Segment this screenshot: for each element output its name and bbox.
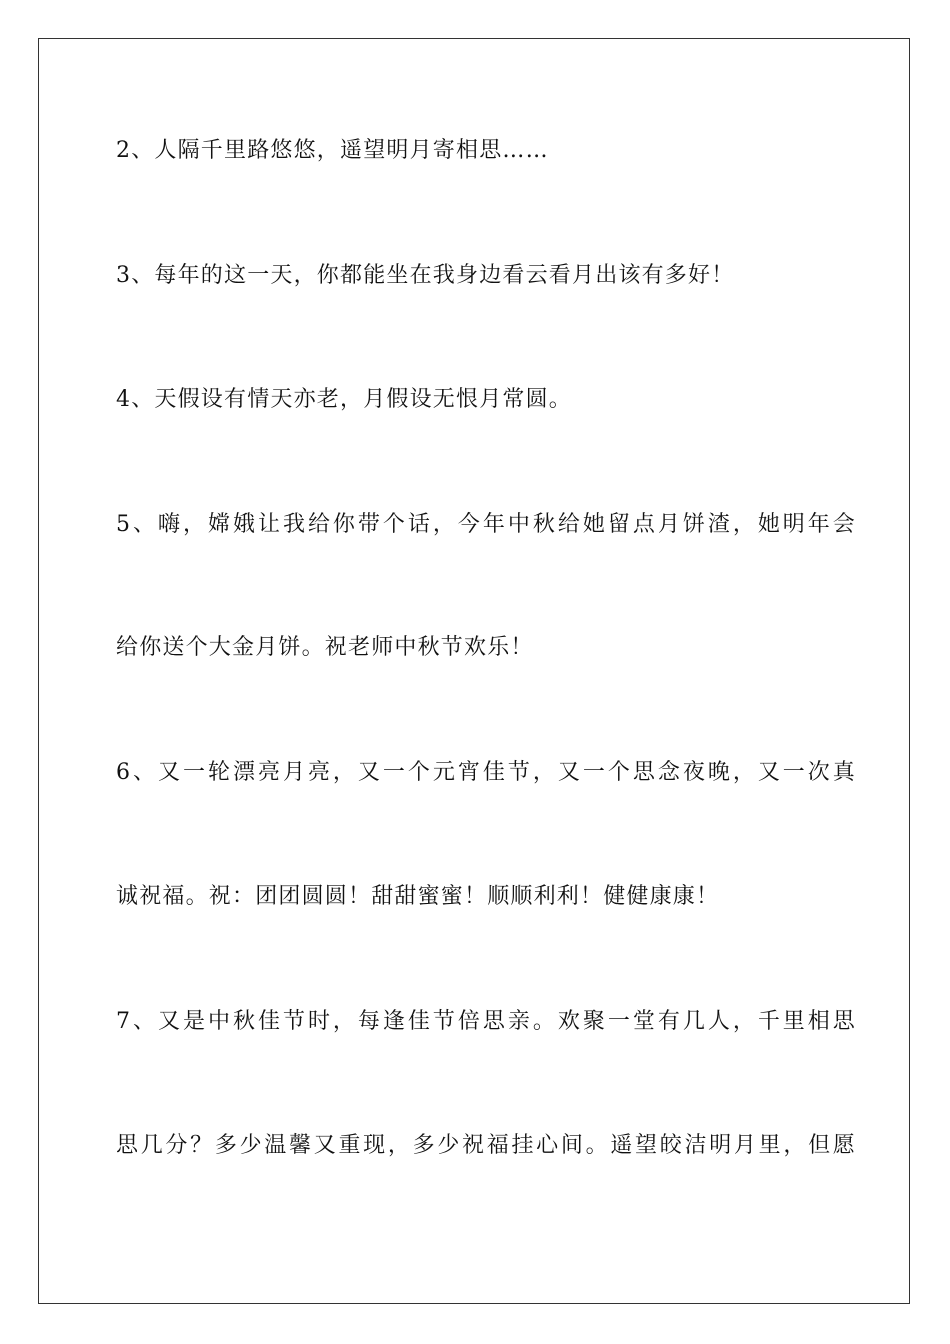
text-line-2: 3、每年的这一天，你都能坐在我身边看云看月出该有多好！ [116,263,735,288]
text-line-7: 诚祝福。祝：团团圆圆！甜甜蜜蜜！顺顺利利！健健康康！ [116,884,720,909]
page-frame [38,38,910,1304]
text-line-3: 4、天假设有情天亦老，月假设无恨月常圆。 [116,387,572,412]
text-line-4: 5、嗨，嫦娥让我给你带个话，今年中秋给她留点月饼渣，她明年会 [116,512,856,537]
text-line-6: 6、又一轮漂亮月亮，又一个元宵佳节，又一个思念夜晚，又一次真 [116,760,856,785]
text-line-8: 7、又是中秋佳节时，每逢佳节倍思亲。欢聚一堂有几人，千里相思 [116,1009,856,1034]
text-line-1: 2、人隔千里路悠悠，遥望明月寄相思…… [116,138,549,163]
text-line-5: 给你送个大金月饼。祝老师中秋节欢乐！ [116,635,534,660]
text-line-9: 思几分？多少温馨又重现，多少祝福挂心间。遥望皎洁明月里，但愿 [116,1133,856,1158]
